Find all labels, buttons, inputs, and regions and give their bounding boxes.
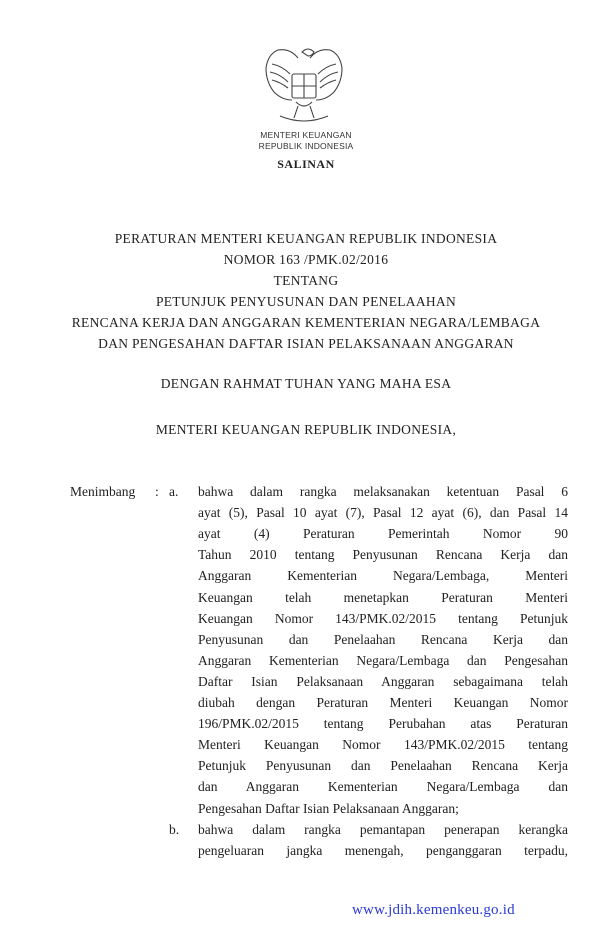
title-line: DAN PENGESAHAN DAFTAR ISIAN PELAKSANAAN ANGGARAN: [98, 336, 514, 351]
paragraph-line: Keuangan Nomor 143/PMK.02/2015 tentang Petunjuk: [198, 610, 568, 626]
paragraph-line: Penyusunan dan Penelaahan Rencana Kerja dan: [198, 631, 568, 647]
paragraph-line: Petunjuk Penyusunan dan Penelaahan Rencana Kerja: [198, 758, 568, 774]
office-line-1: MENTERI KEUANGAN: [260, 130, 352, 140]
section-colon: :: [155, 484, 159, 499]
paragraph-line: 196/PMK.02/2015 tentang Perubahan atas Peraturan: [198, 716, 568, 732]
paragraph-line: Anggaran Kementerian Negara/Lembaga dan Pengesahan: [198, 652, 568, 668]
paragraph-line: Anggaran Kementerian Negara/Lembaga, Menteri: [198, 568, 568, 584]
paragraph-line: dan Anggaran Kementerian Negara/Lembaga dan: [198, 779, 568, 795]
title-line: TENTANG: [273, 273, 339, 288]
item-marker: a.: [169, 484, 179, 499]
title-line: PETUNJUK PENYUSUNAN DAN PENELAAHAN: [155, 294, 457, 309]
copy-label: SALINAN: [277, 157, 335, 171]
issuer: MENTERI KEUANGAN REPUBLIK INDONESIA,: [155, 422, 457, 437]
garuda-emblem-icon: [262, 44, 346, 130]
office-line-2: REPUBLIK INDONESIA: [258, 141, 354, 151]
paragraph-line: pengeluaran jangka menengah, penganggaran terpadu,: [198, 842, 568, 858]
regulation-number: NOMOR 163 /PMK.02/2016: [223, 252, 389, 267]
paragraph-line: Pengesahan Daftar Isian Pelaksanaan Anggaran;: [198, 800, 459, 816]
title-line: PERATURAN MENTERI KEUANGAN REPUBLIK INDONESIA: [114, 231, 498, 246]
paragraph-line: Daftar Isian Pelaksanaan Anggaran sebagaimana telah: [198, 673, 568, 689]
paragraph-line: diubah dengan Peraturan Menteri Keuangan Nomor: [198, 695, 568, 710]
title-line: RENCANA KERJA DAN ANGGARAN KEMENTERIAN NEGARA/LEMBAGA: [71, 315, 541, 330]
paragraph-line: Tahun 2010 tentang Penyusunan Rencana Kerja dan: [198, 547, 568, 563]
paragraph-line: Menteri Keuangan Nomor 143/PMK.02/2015 tentang: [198, 737, 568, 753]
paragraph-line: ayat (5), Pasal 10 ayat (7), Pasal 12 ayat (6), dan Pasal 14: [198, 505, 568, 521]
paragraph-line: Keuangan telah menetapkan Peraturan Menteri: [198, 589, 568, 605]
invocation: DENGAN RAHMAT TUHAN YANG MAHA ESA: [160, 376, 452, 391]
section-label: Menimbang: [70, 484, 136, 499]
paragraph-line: bahwa dalam rangka pemantapan penerapan kerangka: [198, 821, 568, 837]
website-link[interactable]: www.jdih.kemenkeu.go.id: [352, 902, 515, 918]
paragraph-line: bahwa dalam rangka melaksanakan ketentuan Pasal 6: [198, 484, 568, 499]
paragraph-line: ayat (4) Peraturan Pemerintah Nomor 90: [198, 526, 568, 542]
item-marker: b.: [169, 821, 180, 837]
